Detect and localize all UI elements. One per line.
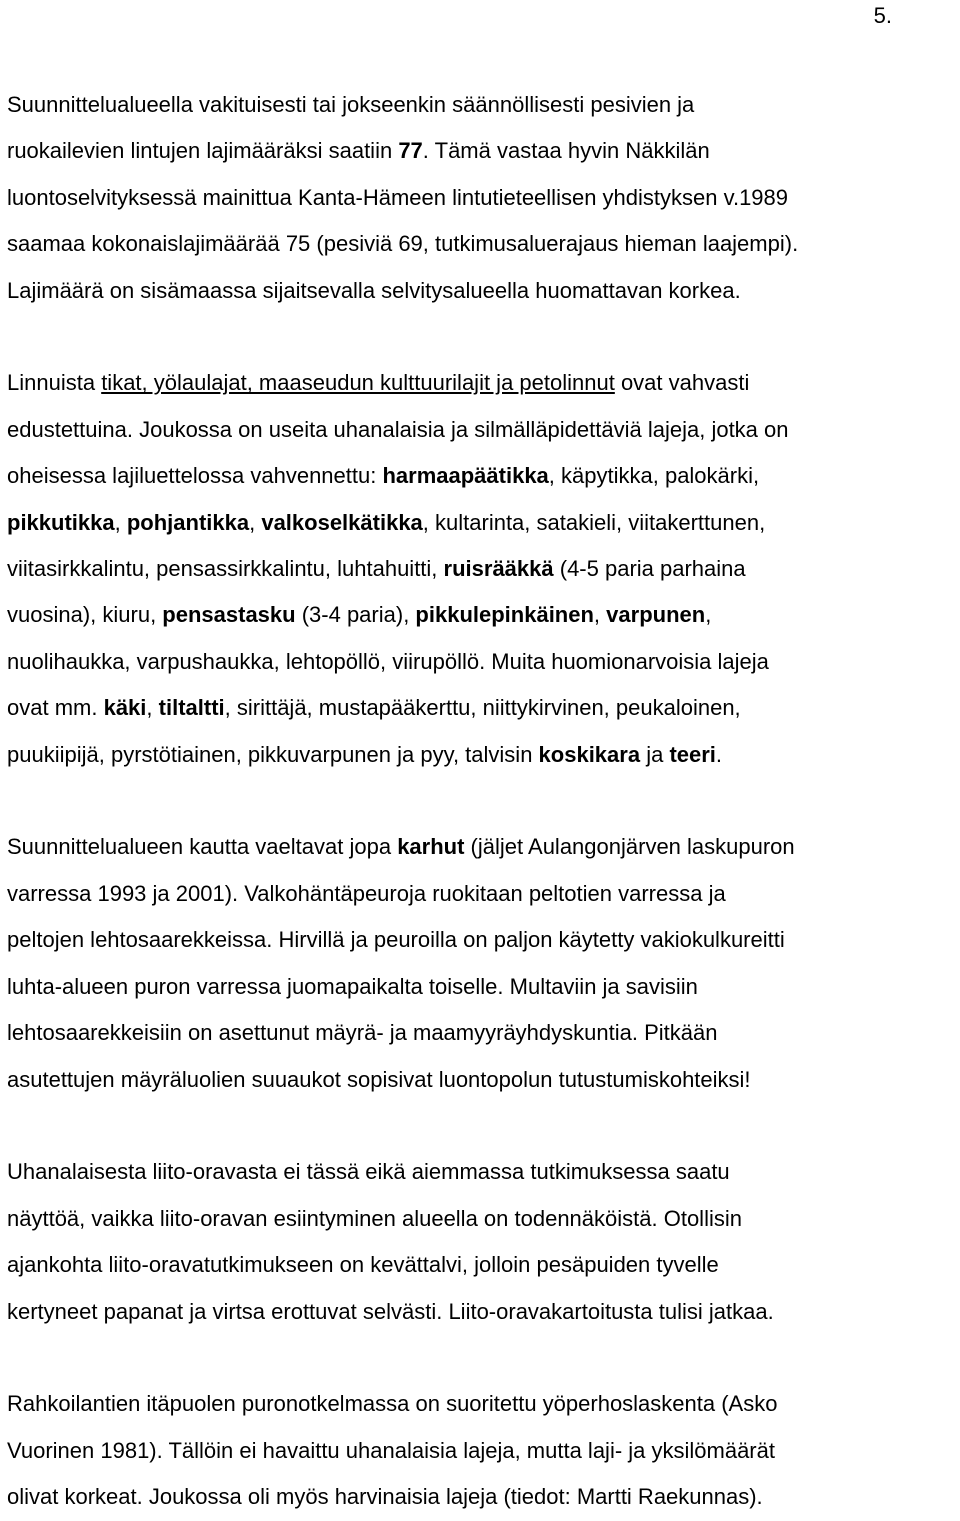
text-line [7, 453, 955, 499]
text-run: , [114, 509, 127, 535]
bold-species-name: karhut [397, 834, 465, 860]
text-run: ovat vahvasti [614, 370, 750, 396]
text-line [7, 1428, 955, 1474]
paragraph [7, 82, 955, 314]
text-line [7, 500, 955, 546]
text-run: ajankohta liito-oravatutkimukseen on kevättalvi, jolloin pesäpuiden tyvelle [7, 1252, 719, 1278]
bold-species-name: teeri [669, 741, 716, 767]
text-line [7, 268, 955, 314]
bold-species-name: koskikara [538, 741, 641, 767]
bold-species-name: varpunen [606, 602, 706, 628]
text-line [7, 592, 955, 638]
text-run: peltojen lehtosaarekkeissa. Hirvillä ja peuroilla on paljon käytetty vakiokulkureitti [7, 927, 785, 953]
text-line [7, 82, 955, 128]
text-run: Linnuista [7, 370, 102, 396]
text-line [7, 221, 955, 267]
text-line [7, 871, 955, 917]
bold-species-name: pohjantikka [126, 509, 250, 535]
text-line [7, 360, 955, 406]
bold-species-name: pikkulepinkäinen [415, 602, 594, 628]
bold-species-name: ruisrääkkä [443, 556, 554, 582]
text-line [7, 1474, 955, 1520]
text-run: , [146, 695, 159, 721]
text-line [7, 1381, 955, 1427]
bold-species-name: valkoselkätikka [261, 509, 423, 535]
text-run: . Tämä vastaa hyvin Näkkilän [422, 138, 710, 164]
text-run: , [593, 602, 607, 628]
text-run: puukiipijä, pyrstötiainen, pikkuvarpunen ja pyy, talvisin [7, 741, 539, 767]
bold-species-name: pensastasku [162, 602, 296, 628]
text-run: vuosina), kiuru, [7, 602, 163, 628]
paragraph [7, 360, 955, 778]
text-line [7, 128, 955, 174]
text-line [7, 1057, 955, 1103]
paragraph [7, 824, 955, 1102]
bold-species-name: pikkutikka [7, 509, 115, 535]
text-run: nuolihaukka, varpushaukka, lehtopöllö, viirupöllö. Muita huomionarvoisia lajeja [7, 648, 769, 674]
text-line [7, 1196, 955, 1242]
text-run: , sirittäjä, mustapääkerttu, niittykirvinen, peukaloinen, [224, 695, 741, 721]
text-run: (4-5 paria parhaina [553, 556, 746, 582]
text-run: näyttöä, vaikka liito-oravan esiintyminen alueella on todennäköistä. Otollisin [7, 1205, 742, 1231]
bold-species-name: harmaapäätikka [382, 463, 549, 489]
text-run: edustettuina. Joukossa on useita uhanalaisia ja silmälläpidettäviä lajeja, jotka on [7, 416, 789, 442]
text-run: ovat mm. [7, 695, 104, 721]
text-run: saamaa kokonaislajimäärää 75 (pesiviä 69, tutkimusaluerajaus hieman laajempi). [7, 231, 799, 257]
text-run: Lajimäärä on sisämaassa sijaitsevalla selvitysalueella huomattavan korkea. [7, 277, 741, 303]
text-line [7, 732, 955, 778]
text-line [7, 1242, 955, 1288]
text-run: , käpytikka, palokärki, [548, 463, 760, 489]
text-line [7, 1010, 955, 1056]
text-run: kertyneet papanat ja virtsa erottuvat selvästi. Liito-oravakartoitusta tulisi jatkaa. [7, 1298, 774, 1324]
text-run: lehtosaarekkeisiin on asettunut mäyrä- ja maamyyräyhdyskuntia. Pitkään [7, 1020, 718, 1046]
text-run: Suunnittelualueen kautta vaeltavat jopa [7, 834, 398, 860]
text-line [7, 1149, 955, 1195]
text-run: oheisessa lajiluettelossa vahvennettu: [7, 463, 383, 489]
text-run: (jäljet Aulangonjärven laskupuron [464, 834, 795, 860]
text-run: , [249, 509, 262, 535]
page-number: 5. [873, 3, 892, 28]
text-run: olivat korkeat. Joukossa oli myös harvinaisia lajeja (tiedot: Martti Raekunnas). [7, 1484, 763, 1510]
text-line [7, 639, 955, 685]
text-run: varressa 1993 ja 2001). Valkohäntäpeuroja ruokitaan peltotien varressa ja [7, 880, 726, 906]
text-run: . [715, 741, 723, 767]
text-run: viitasirkkalintu, pensassirkkalintu, luhtahuitti, [7, 556, 444, 582]
paragraph [7, 1381, 955, 1520]
paragraph [7, 1149, 955, 1335]
text-line [7, 175, 955, 221]
text-line [7, 546, 955, 592]
text-run: , kultarinta, satakieli, viitakerttunen, [422, 509, 766, 535]
text-run: Suunnittelualueella vakituisesti tai jokseenkin säännöllisesti pesivien ja [7, 92, 695, 117]
text-run: luontoselvityksessä mainittua Kanta-Hämeen lintutieteellisen yhdistyksen v.1989 [7, 184, 789, 210]
bold-species-name: 77 [398, 138, 423, 164]
document-body [7, 82, 955, 1521]
text-line [7, 917, 955, 963]
text-run: asutettujen mäyräluolien suuaukot sopisivat luontopolun tutustumiskohteiksi! [7, 1066, 751, 1092]
bold-species-name: käki [103, 695, 147, 721]
text-run: Rahkoilantien itäpuolen puronotkelmassa on suoritettu yöperhoslaskenta (Asko [7, 1391, 778, 1417]
text-run: luhta-alueen puron varressa juomapaikalta toiselle. Multaviin ja savisiin [7, 973, 698, 999]
text-run: , [705, 602, 712, 628]
bold-species-name: tiltaltti [158, 695, 225, 721]
text-run: ja [640, 741, 670, 767]
text-line [7, 824, 955, 870]
text-run: ruokailevien lintujen lajimääräksi saatiin [7, 138, 399, 164]
text-run: Uhanalaisesta liito-oravasta ei tässä eikä aiemmassa tutkimuksessa saatu [7, 1159, 730, 1185]
underlined-text: tikat, yölaulajat, maaseudun kulttuurilajit ja petolinnut [101, 370, 615, 396]
text-run: Vuorinen 1981). Tällöin ei havaittu uhanalaisia lajeja, mutta laji- ja yksilömäärät [7, 1437, 775, 1463]
text-run: (3-4 paria), [295, 602, 416, 628]
text-line [7, 407, 955, 453]
text-line [7, 685, 955, 731]
text-line [7, 1289, 955, 1335]
text-line [7, 964, 955, 1010]
